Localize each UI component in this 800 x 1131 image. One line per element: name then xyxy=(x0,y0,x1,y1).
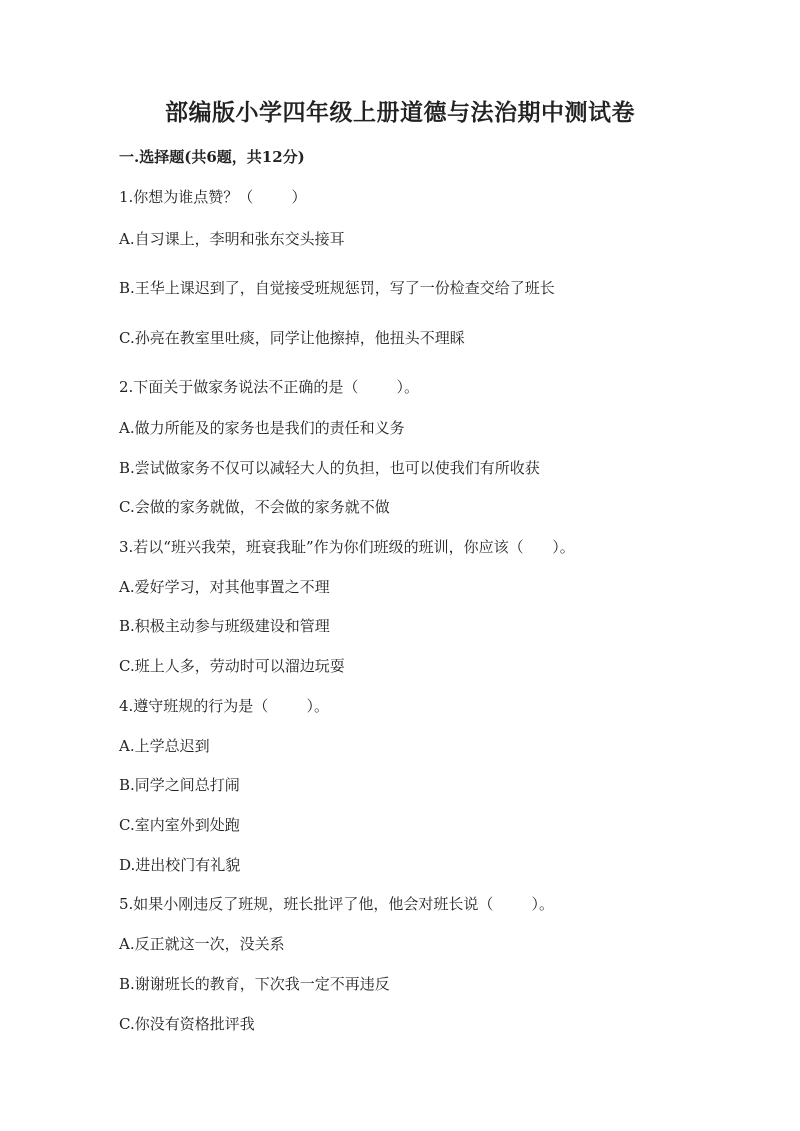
question-5-option-b: B.谢谢班长的教育，下次我一定不再违反 xyxy=(119,975,390,993)
question-1-option-b: B.王华上课迟到了，自觉接受班规惩罚，写了一份检查交给了班长 xyxy=(119,279,555,297)
question-3-option-c: C.班上人多，劳动时可以溜边玩耍 xyxy=(119,657,345,675)
question-5-stem: 5.如果小刚违反了班规，班长批评了他，他会对班长说（ ）。 xyxy=(119,895,554,913)
question-2-option-c: C.会做的家务就做，不会做的家务就不做 xyxy=(119,498,390,516)
question-3-stem: 3.若以“班兴我荣，班衰我耻”作为你们班级的班训，你应该（ ）。 xyxy=(119,538,575,556)
question-4-option-a: A.上学总迟到 xyxy=(119,737,210,755)
question-1-stem: 1.你想为谁点赞？（ ） xyxy=(119,188,307,206)
question-4-option-d: D.进出校门有礼貌 xyxy=(119,856,241,874)
question-4-stem: 4.遵守班规的行为是（ ）。 xyxy=(119,697,329,715)
page-title: 部编版小学四年级上册道德与法治期中测试卷 xyxy=(165,99,635,126)
section-heading: 一.选择题(共6题，共12分) xyxy=(119,148,305,166)
question-4-option-c: C.室内室外到处跑 xyxy=(119,816,240,834)
question-2-option-b: B.尝试做家务不仅可以减轻大人的负担，也可以使我们有所收获 xyxy=(119,459,540,477)
question-3-option-b: B.积极主动参与班级建设和管理 xyxy=(119,617,330,635)
question-5-option-c: C.你没有资格批评我 xyxy=(119,1015,255,1033)
question-4-option-b: B.同学之间总打闹 xyxy=(119,776,240,794)
question-3-option-a: A.爱好学习，对其他事置之不理 xyxy=(119,578,330,596)
question-1-option-c: C.孙亮在教室里吐痰，同学让他擦掉，他扭头不理睬 xyxy=(119,329,465,347)
question-1-option-a: A.自习课上，李明和张东交头接耳 xyxy=(119,230,345,248)
question-2-option-a: A.做力所能及的家务也是我们的责任和义务 xyxy=(119,419,405,437)
question-5-option-a: A.反正就这一次，没关系 xyxy=(119,935,285,953)
question-2-stem: 2.下面关于做家务说法不正确的是（ ）。 xyxy=(119,378,419,396)
